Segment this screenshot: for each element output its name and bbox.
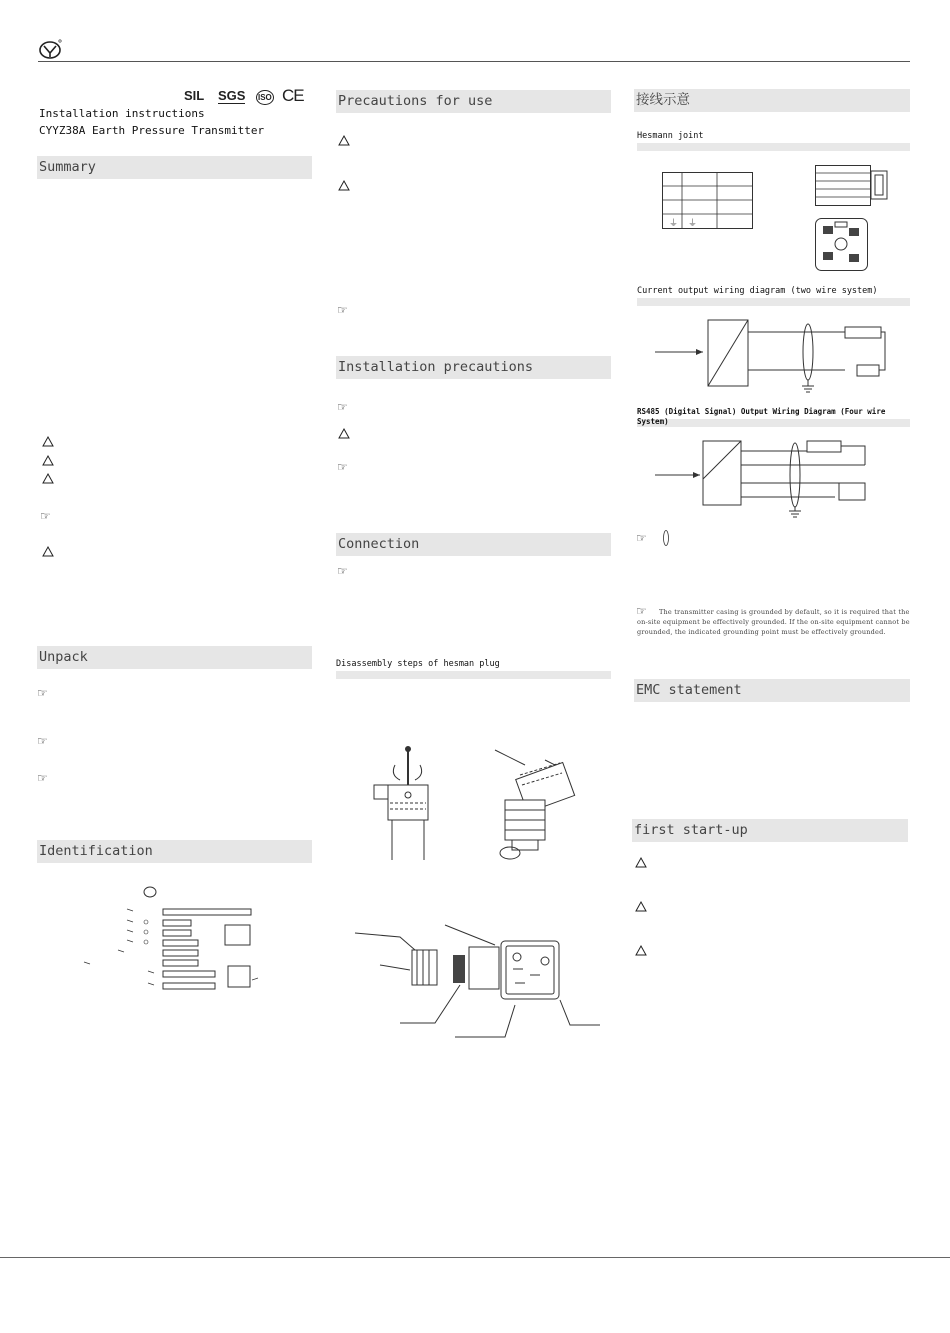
footer-rule [0, 1257, 950, 1258]
section-unpack: Unpack [37, 646, 312, 669]
rs485-wiring-diagram [655, 435, 885, 517]
warning-icon [338, 135, 350, 146]
note-hand-icon: ☞ [37, 686, 48, 700]
warning-icon [42, 455, 54, 466]
section-identification: Identification [37, 840, 312, 863]
note-hand-icon: ☞ [636, 531, 647, 545]
subhead-current: Current output wiring diagram (two wire system) [637, 286, 910, 306]
warning-icon [42, 473, 54, 484]
grounding-note: The transmitter casing is grounded by default, so it is required that the on-site equipment be effectively grounded. If the on-site equipment cannot be grounded, the indicated grounding point must be effectively grounded. [637, 608, 910, 636]
note-hand-icon: ☞ [636, 604, 647, 618]
doc-title-line1: Installation instructions [39, 107, 205, 120]
section-startup: first start-up [632, 819, 908, 842]
pin-table [662, 172, 754, 230]
warning-icon [635, 901, 647, 912]
section-emc: EMC statement [634, 679, 910, 702]
warning-icon [635, 945, 647, 956]
note-hand-icon: ☞ [40, 509, 51, 523]
note-hand-icon: ☞ [37, 771, 48, 785]
sgs-badge: SGS [218, 88, 246, 103]
section-summary: Summary [37, 156, 312, 179]
nameplate-diagram [80, 882, 270, 992]
ce-badge: CE [282, 86, 304, 105]
note-hand-icon: ☞ [337, 400, 348, 414]
svg-text:⏚: ⏚ [669, 219, 679, 229]
certification-badges [184, 88, 314, 108]
plug-side-view [815, 165, 895, 207]
subhead-disassembly: Disassembly steps of hesman plug [336, 659, 611, 679]
current-wiring-diagram [655, 312, 885, 392]
warning-icon [338, 428, 350, 439]
plug-parts-illustration [355, 925, 605, 1040]
warning-icon [42, 436, 54, 447]
sil-badge: SIL [184, 88, 205, 103]
warning-icon [42, 546, 54, 557]
note-hand-icon: ☞ [337, 460, 348, 474]
svg-text:⏚: ⏚ [688, 219, 698, 229]
subhead-rs485: RS485 (Digital Signal) Output Wiring Diagram (Four wire System) [637, 407, 910, 427]
section-connection: Connection [336, 533, 611, 556]
plug-face-view [815, 218, 869, 272]
section-wiring: 接线示意 [634, 89, 910, 112]
warning-icon [635, 857, 647, 868]
section-precautions: Precautions for use [336, 90, 611, 113]
doc-title-line2: CYYZ38A Earth Pressure Transmitter [39, 124, 265, 137]
subhead-hesmann: Hesmann joint [637, 131, 910, 151]
plug-disassembly-illustration [360, 745, 590, 865]
section-installation: Installation precautions [336, 356, 611, 379]
note-hand-icon: ☞ [337, 303, 348, 317]
header-rule [38, 61, 910, 62]
shield-ellipse-icon [662, 529, 670, 547]
warning-icon [338, 180, 350, 191]
note-hand-icon: ☞ [37, 734, 48, 748]
iso-badge: ISO [256, 90, 274, 105]
note-hand-icon: ☞ [337, 564, 348, 578]
brand-logo-icon [38, 38, 64, 60]
